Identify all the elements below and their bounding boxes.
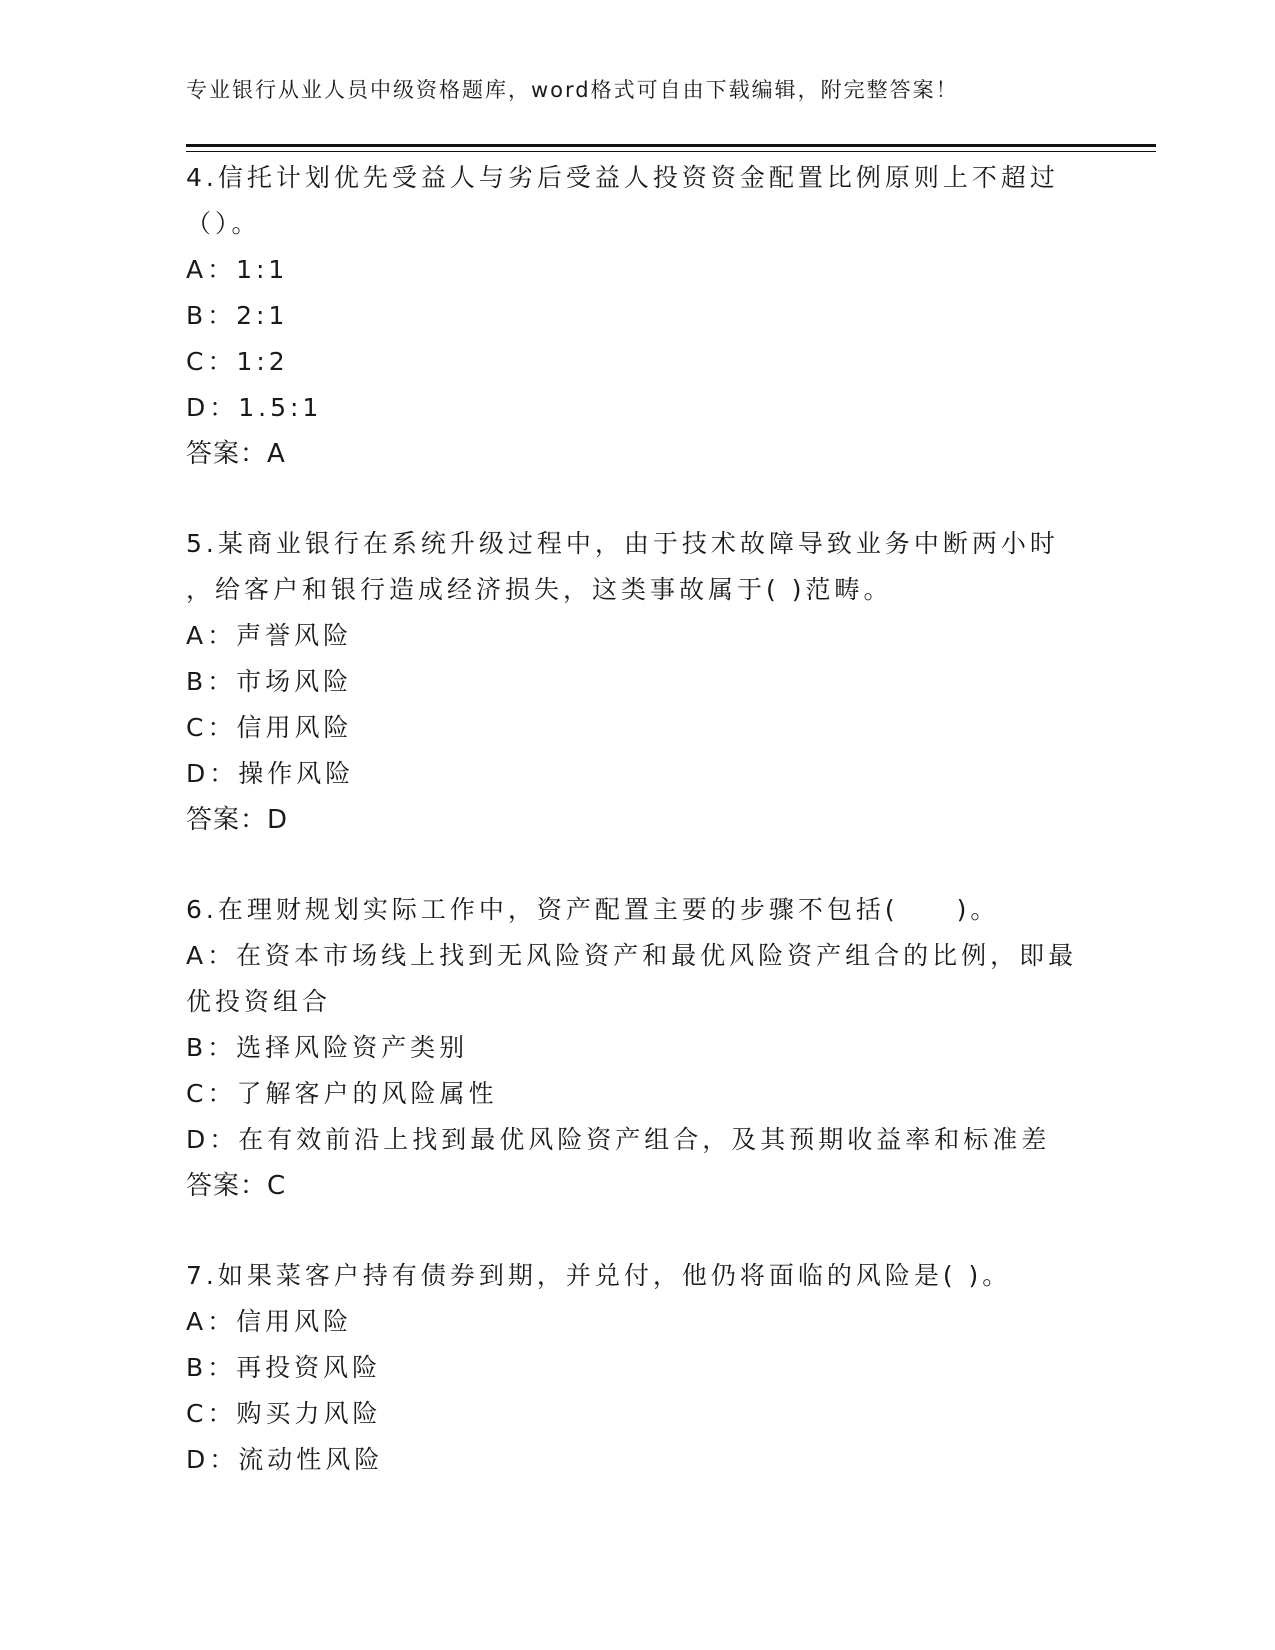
header-rule-thick <box>186 144 1156 147</box>
page-header: 专业银行从业人员中级资格题库，word格式可自由下载编辑，附完整答案！ <box>186 78 959 102</box>
option-b: B：2:1 <box>186 301 289 330</box>
option-a: A：信用风险 <box>186 1307 353 1336</box>
question-stem-line: 6.在理财规划实际工作中，资产配置主要的步骤不包括( )。 <box>186 895 1000 924</box>
option-c: C：1:2 <box>186 347 289 376</box>
option-d: D：1.5:1 <box>186 393 323 422</box>
option-a-continued: 优投资组合 <box>186 987 332 1016</box>
question-stem-line: ，给客户和银行造成经济损失，这类事故属于( )范畴。 <box>186 575 893 604</box>
question-stem-line: （）。 <box>186 209 261 238</box>
question-stem-line: 7.如果菜客户持有债券到期，并兑付，他仍将面临的风险是( )。 <box>186 1261 1012 1290</box>
question-gap <box>186 1209 1086 1253</box>
option-a: A：在资本市场线上找到无风险资产和最优风险资产组合的比例，即最 <box>186 941 1078 970</box>
option-c: C：信用风险 <box>186 713 353 742</box>
question-block <box>186 887 1086 1209</box>
question-gap <box>186 477 1086 521</box>
question-gap <box>186 843 1086 887</box>
answer-line: 答案：D <box>186 805 289 835</box>
answer-line: 答案：C <box>186 1171 287 1201</box>
question-stem-line: 5.某商业银行在系统升级过程中，由于技术故障导致业务中断两小时 <box>186 529 1059 558</box>
question-list <box>186 155 1086 1483</box>
option-d: D：操作风险 <box>186 759 355 788</box>
option-d: D：流动性风险 <box>186 1445 384 1474</box>
question-block <box>186 1253 1086 1483</box>
option-c: C：购买力风险 <box>186 1399 382 1428</box>
option-d: D：在有效前沿上找到最优风险资产组合，及其预期收益率和标准差 <box>186 1125 1051 1154</box>
option-b: B：市场风险 <box>186 667 353 696</box>
option-a: A：1:1 <box>186 255 289 284</box>
question-block <box>186 521 1086 843</box>
option-a: A：声誉风险 <box>186 621 353 650</box>
option-b: B：选择风险资产类别 <box>186 1033 469 1062</box>
option-b: B：再投资风险 <box>186 1353 382 1382</box>
question-stem-line: 4.信托计划优先受益人与劣后受益人投资资金配置比例原则上不超过 <box>186 163 1059 192</box>
question-block <box>186 155 1086 477</box>
answer-line: 答案：A <box>186 439 286 469</box>
header-rule-thin <box>186 151 1156 152</box>
option-c: C：了解客户的风险属性 <box>186 1079 498 1108</box>
